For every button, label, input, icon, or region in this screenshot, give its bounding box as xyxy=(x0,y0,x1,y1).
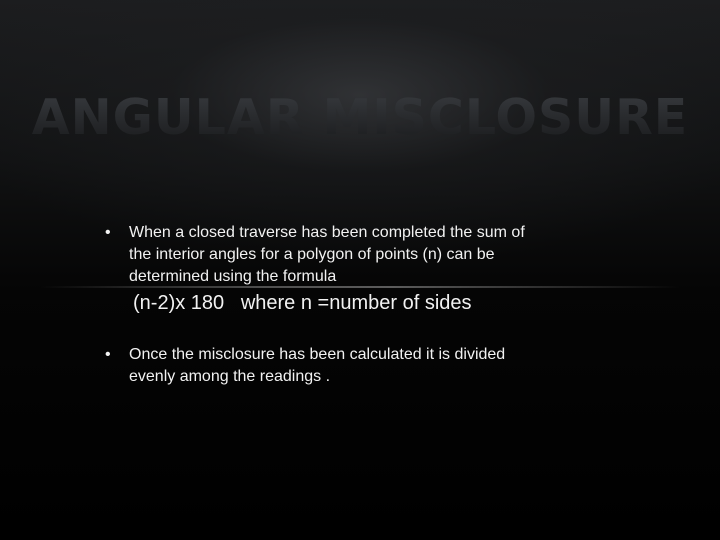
bullet-marker: • xyxy=(105,224,111,241)
slide-title: ANGULAR MISCLOSURE xyxy=(0,85,720,151)
bullet-text-traverse: When a closed traverse has been completed the sum of the interior angles for a polygon of points (n) can be determined using the formula xyxy=(129,224,525,285)
formula-text: (n-2)x 180 where n =number of sides xyxy=(133,292,472,314)
bullet-text-misclosure: Once the misclosure has been calculated it is divided evenly among the readings . xyxy=(129,346,506,385)
divider-line xyxy=(40,286,680,288)
bullet-marker: • xyxy=(105,346,111,363)
